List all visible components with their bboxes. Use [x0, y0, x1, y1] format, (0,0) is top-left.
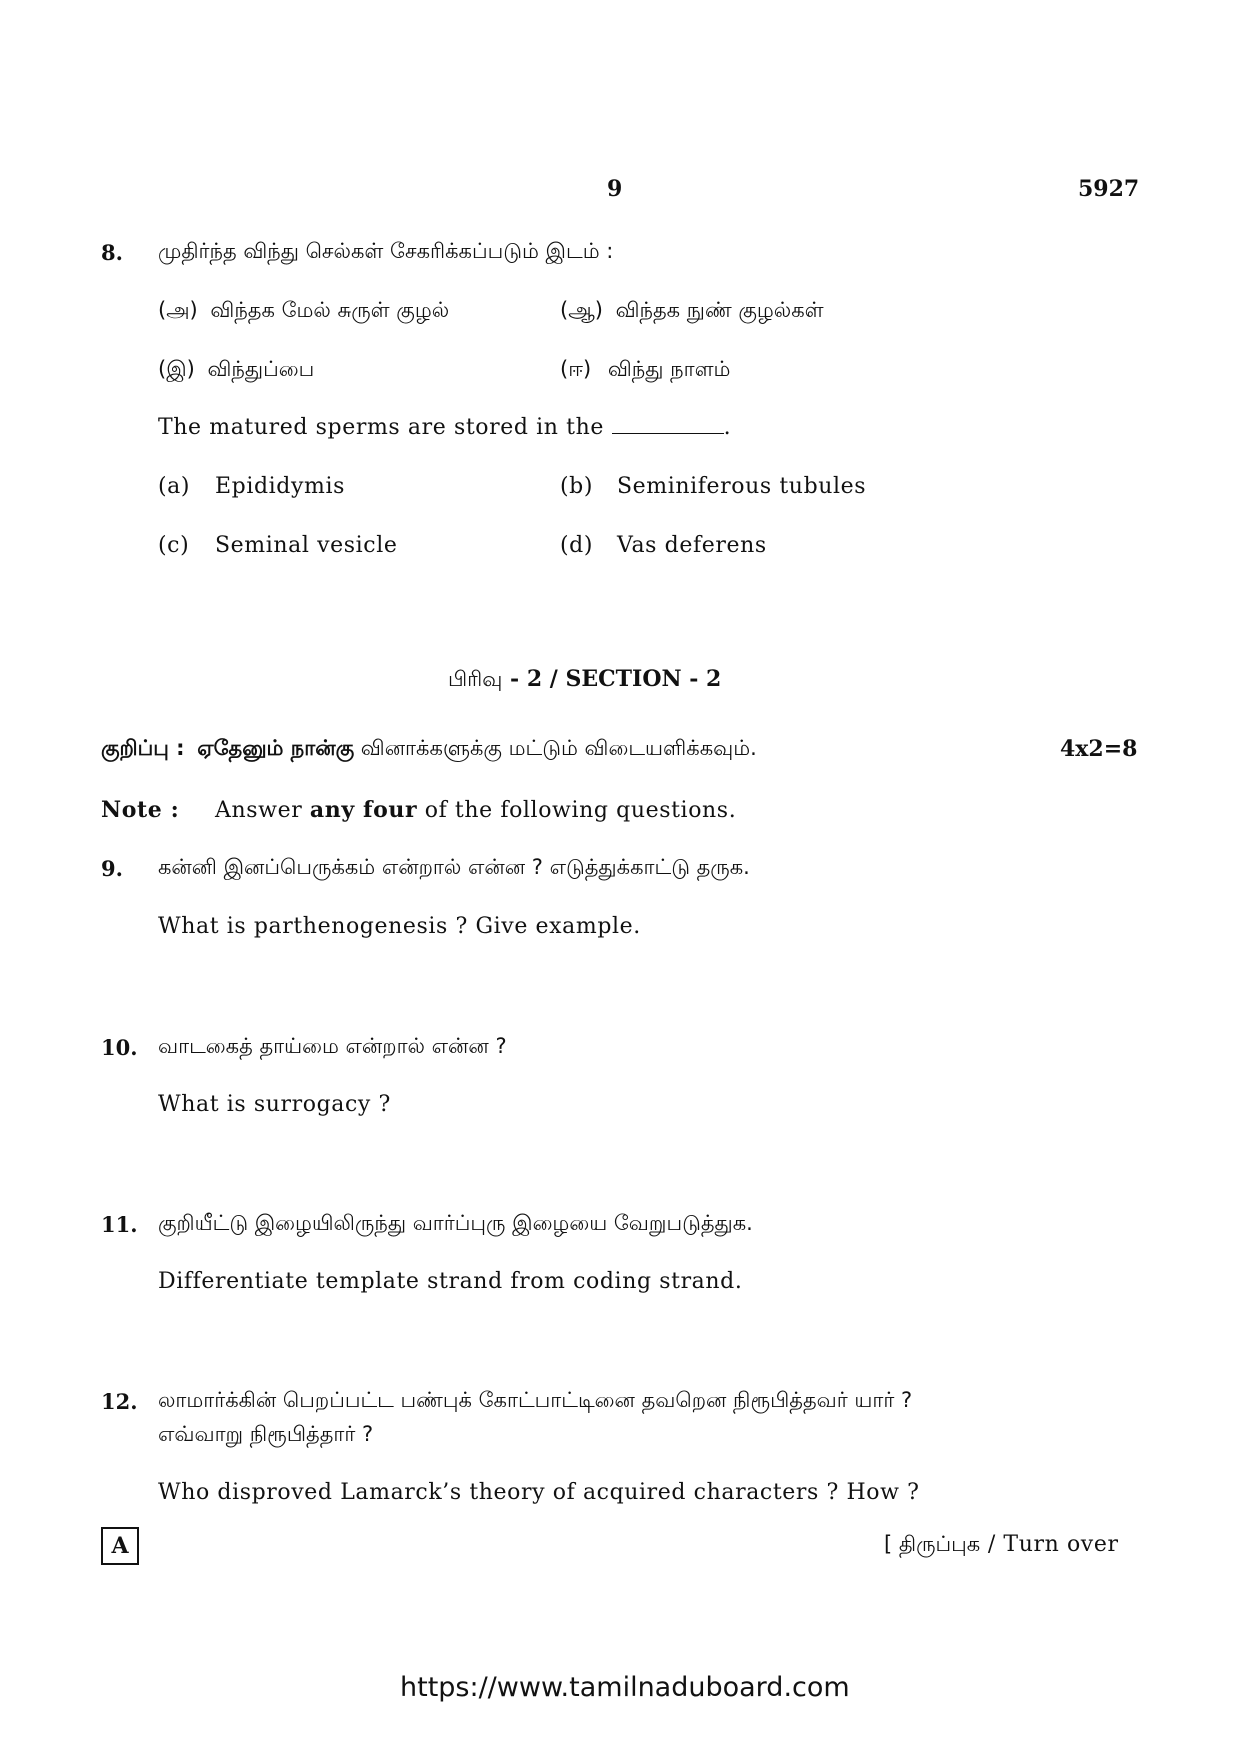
section-tamil: பிரிவு [448, 667, 503, 691]
q9-tamil-text: கன்னி இனப்பெருக்கம் என்றால் என்ன ? எடுத்துக்காட்டு தருக. [158, 855, 750, 879]
q8-tamil-option-a [158, 298, 449, 325]
note-tamil-label: குறிப்பு : [101, 736, 185, 760]
paper-code: 5927 [1078, 176, 1140, 202]
option-text: விந்தக மேல் சுருள் குழல் [210, 298, 450, 322]
turn-over-tamil: [ திருப்புக [884, 1532, 981, 1556]
note-text-bold: any four [309, 797, 418, 823]
option-text: Seminal vesicle [215, 533, 398, 558]
turn-over [884, 1532, 1119, 1559]
q8-tamil-option-b [560, 298, 824, 325]
note-label: Note : [101, 797, 180, 823]
q11-english-text: Differentiate template strand from coding strand. [158, 1269, 743, 1294]
q8-tamil-option-d [560, 357, 730, 384]
series-box: A [101, 1527, 139, 1565]
q9-english-text: What is parthenogenesis ? Give example. [158, 914, 641, 939]
option-label: (இ) [158, 357, 195, 381]
q10-english-text: What is surrogacy ? [158, 1092, 391, 1117]
question-number-12: 12. [101, 1389, 138, 1414]
answer-blank [612, 415, 724, 434]
option-text: விந்துப்பை [207, 357, 315, 381]
q8-english-stem: The matured sperms are stored in the [158, 415, 604, 440]
q11-tamil-text: குறியீட்டு இழையிலிருந்து வார்ப்புரு இழையை வேறுபடுத்துக. [158, 1211, 753, 1235]
option-label: (d) [560, 533, 594, 558]
note-tamil-bold: ஏதேனும் நான்கு [197, 736, 355, 760]
turn-over-english: / Turn over [980, 1532, 1119, 1557]
watermark-url: https://www.tamilnaduboard.com [400, 1672, 850, 1703]
note-text-before: Answer [215, 798, 310, 823]
question-number-8: 8. [101, 240, 123, 265]
question-number-9: 9. [101, 856, 123, 881]
note-tamil [101, 736, 757, 763]
q8-english-option-d [560, 533, 767, 558]
option-label: (a) [158, 474, 191, 499]
option-text: விந்தக நுண் குழல்கள் [615, 298, 824, 322]
option-label: (c) [158, 533, 190, 558]
q8-english-option-b [560, 474, 867, 499]
note-tamil-rest: வினாக்களுக்கு மட்டும் விடையளிக்கவும். [354, 736, 757, 760]
q12-english-text: Who disproved Lamarck’s theory of acquired characters ? How ? [158, 1480, 920, 1505]
note-text-after: of the following questions. [417, 798, 737, 823]
option-label: (ஆ) [560, 298, 603, 322]
q8-english-text [158, 415, 731, 440]
section-heading [448, 666, 721, 694]
option-label: (அ) [158, 298, 198, 322]
note-text [215, 797, 736, 823]
q8-english-option-c [158, 533, 398, 558]
note-english [101, 797, 737, 823]
page-number: 9 [607, 176, 623, 202]
question-number-10: 10. [101, 1035, 138, 1060]
option-text: Epididymis [215, 474, 345, 499]
q8-tamil-text: முதிர்ந்த விந்து செல்கள் சேகரிக்கப்படும் இடம் : [158, 239, 614, 263]
marks-total: 4x2=8 [1060, 736, 1138, 762]
option-label: (ஈ) [560, 357, 592, 381]
q10-tamil-text: வாடகைத் தாய்மை என்றால் என்ன ? [158, 1034, 507, 1058]
section-title: - 2 / SECTION - 2 [502, 666, 722, 692]
q8-english-option-a [158, 474, 345, 499]
q12-tamil-line-2: எவ்வாறு நிரூபித்தார் ? [158, 1422, 374, 1446]
option-label: (b) [560, 474, 594, 499]
option-text: விந்து நாளம் [607, 357, 731, 381]
option-text: Vas deferens [617, 533, 767, 558]
option-text: Seminiferous tubules [617, 474, 867, 499]
q8-english-period: . [723, 415, 732, 440]
question-number-11: 11. [101, 1212, 138, 1237]
q8-tamil-option-c [158, 357, 314, 384]
q12-tamil-line-1: லாமார்க்கின் பெறப்பட்ட பண்புக் கோட்பாட்டினை தவறென நிரூபித்தவர் யார் ? [158, 1388, 913, 1412]
